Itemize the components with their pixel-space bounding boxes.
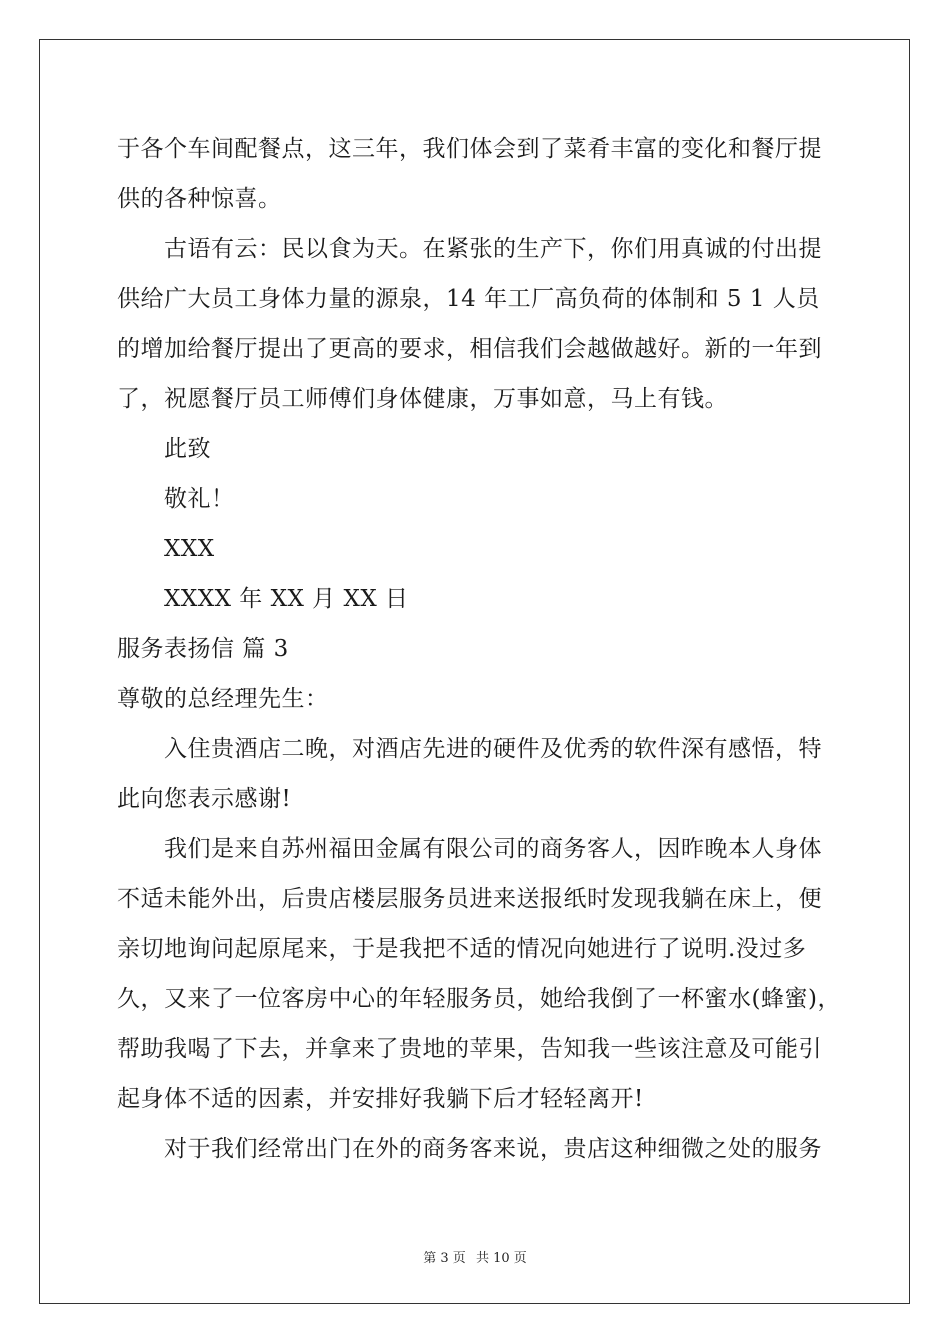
text-line: 帮助我喝了下去，并拿来了贵地的苹果，告知我一些该注意及可能引 <box>117 1036 822 1062</box>
text-line: 古语有云：民以食为天。在紧张的生产下，你们用真诚的付出提 <box>164 236 822 262</box>
text-line: 我们是来自苏州福田金属有限公司的商务客人，因昨晚本人身体 <box>164 836 822 862</box>
text-line: 入住贵酒店二晚，对酒店先进的硬件及优秀的软件深有感悟，特 <box>164 736 822 762</box>
signature-date: XXXX 年 XX 月 XX 日 <box>164 586 409 612</box>
text-line: 此向您表示感谢! <box>117 786 292 812</box>
text-line: 亲切地询问起原尾来，于是我把不适的情况向她进行了说明.没过多 <box>117 936 807 962</box>
page-footer <box>0 1247 950 1266</box>
closing-salutation: 此致 <box>164 436 211 462</box>
text-line: 于各个车间配餐点，这三年，我们体会到了菜肴丰富的变化和餐厅提 <box>117 136 822 162</box>
page-number: 第 3 页 <box>423 1251 466 1266</box>
text-line: 的增加给餐厅提出了更高的要求，相信我们会越做越好。新的一年到 <box>117 336 822 362</box>
text-line: 对于我们经常出门在外的商务客来说，贵店这种细微之处的服务 <box>164 1136 822 1162</box>
section-heading: 服务表扬信 篇 3 <box>117 636 289 662</box>
text-line: 供给广大员工身体力量的源泉，14 年工厂高负荷的体制和 5 1 人员 <box>117 286 820 312</box>
text-line: 不适未能外出，后贵店楼层服务员进来送报纸时发现我躺在床上，便 <box>117 886 822 912</box>
text-line: 起身体不适的因素，并安排好我躺下后才轻轻离开! <box>117 1086 644 1112</box>
document-body <box>117 124 841 1174</box>
signature-name: XXX <box>164 536 215 562</box>
text-line: 了，祝愿餐厅员工师傅们身体健康，万事如意，马上有钱。 <box>117 386 728 412</box>
closing-regards: 敬礼！ <box>164 486 235 512</box>
text-line: 久，又来了一位客房中心的年轻服务员，她给我倒了一杯蜜水(蜂蜜)， <box>117 986 841 1012</box>
text-line: 供的各种惊喜。 <box>117 186 282 212</box>
page-total: 共 10 页 <box>475 1251 527 1266</box>
letter-greeting: 尊敬的总经理先生： <box>117 686 329 712</box>
